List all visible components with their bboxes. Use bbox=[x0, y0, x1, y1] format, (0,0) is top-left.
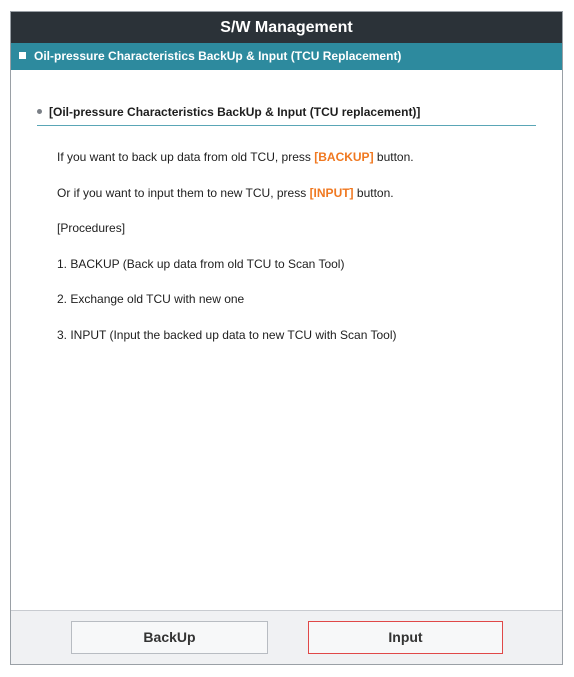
instruction-input-suffix: button. bbox=[353, 186, 394, 200]
dot-bullet-icon bbox=[37, 109, 42, 114]
backup-keyword: [BACKUP] bbox=[314, 150, 374, 164]
button-bar bbox=[11, 610, 562, 664]
app-window bbox=[10, 11, 563, 665]
procedure-step-1: 1. BACKUP (Back up data from old TCU to Scan Tool) bbox=[57, 257, 345, 271]
backup-button[interactable]: BackUp bbox=[71, 621, 268, 654]
input-button[interactable]: Input bbox=[308, 621, 503, 654]
section-header bbox=[11, 43, 562, 70]
instruction-backup-suffix: button. bbox=[373, 150, 414, 164]
procedure-heading-label: [Oil-pressure Characteristics BackUp & Input (TCU replacement)] bbox=[49, 105, 421, 119]
input-keyword: [INPUT] bbox=[309, 186, 354, 200]
window-title: S/W Management bbox=[11, 12, 562, 43]
section-header-label: Oil-pressure Characteristics BackUp & Input (TCU Replacement) bbox=[34, 49, 402, 63]
content-panel bbox=[11, 70, 562, 610]
square-bullet-icon bbox=[19, 52, 26, 59]
instruction-input-text: Or if you want to input them to new TCU, press bbox=[57, 186, 310, 200]
procedure-step-3: 3. INPUT (Input the backed up data to new TCU with Scan Tool) bbox=[57, 328, 397, 342]
instruction-backup bbox=[57, 150, 414, 164]
procedure-heading bbox=[37, 105, 536, 126]
procedure-step-2: 2. Exchange old TCU with new one bbox=[57, 292, 245, 306]
instruction-input bbox=[57, 186, 394, 200]
procedures-heading: [Procedures] bbox=[57, 221, 126, 235]
instruction-backup-text: If you want to back up data from old TCU, press bbox=[57, 150, 315, 164]
